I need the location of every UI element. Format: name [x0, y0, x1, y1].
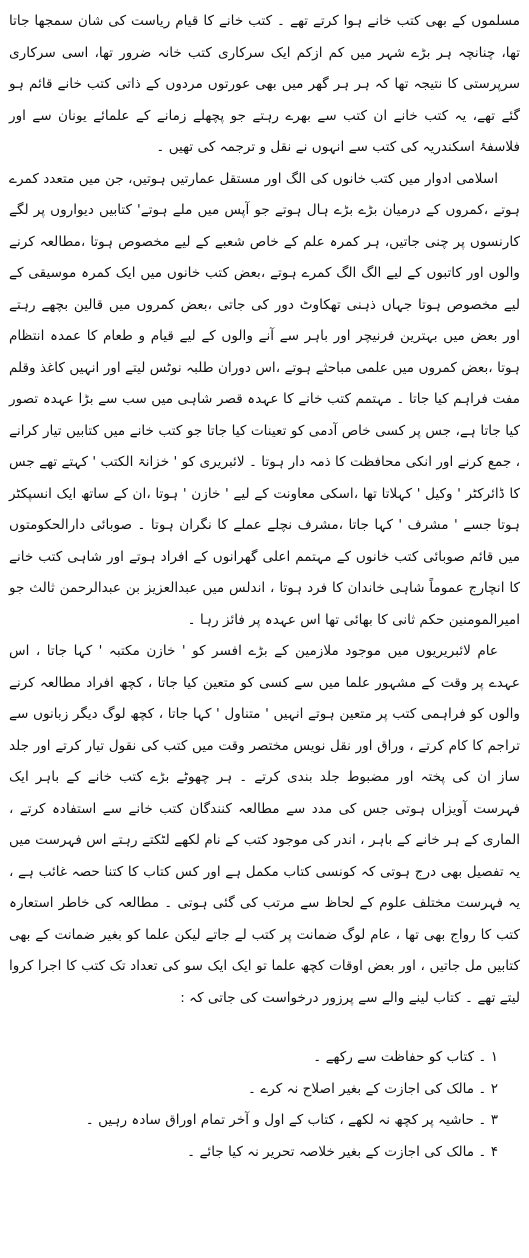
public-libraries-paragraph: عام لائبریریوں میں موجود ملازمین کے بڑے افسر کو ' خازن مکتبہ ' کہا جاتا ، اس عہدے پر وقت کے مشہور علما میں سے کسی کو متعین کیا جاتا ، کچھ افراد مطالعہ کرنے والوں کو فراہمی کتب پر متعین ہوتے انہیں ' متناول ' کہا جاتا ، کچھ لوگ دیگر زبانوں سے تراجم کا کام کرتے ، وراق اور نقل نویس مختصر وقت میں کتب کی نقول تیار کرتے اور جلد ساز ان کی پختہ اور مضبوط جلد بندی کرتے ۔ ہر چھوٹے بڑے کتب خانے کے باہر ایک فہرست آویزاں ہوتی جس کی مدد سے مطالعہ کنندگان کتب خانے سے استفادہ کرتے ، الماری کے ہر خانے کے باہر ، اندر کی موجود کتب کے نام لکھے لٹکتے رہتے اس فہرست میں یہ تفصیل بھی درج ہوتی کہ کونسی کتاب مکمل ہے اور کس کتاب کا کتنا حصہ غائب ہے ، یہ فہرست مختلف علوم کے لحاظ سے مرتب کی گئی ہوتی ۔ مطالعہ کی خاطر استعارہ کتب کا رواج بھی تھا ، عام لوگ ضمانت پر کتب لے جاتے لیکن علما کو بغیر ضمانت کے بھی کتابیں مل جاتیں ، اور بعض اوقات کچھ علما تو ایک ایک سو کی تعداد تک کتب کا اجرا کروا لیتے تھے ۔ کتاب لینے والے سے پرزور درخواست کی جاتی کہ :	[9, 643, 520, 1006]
library-buildings-paragraph: اسلامی ادوار میں کتب خانوں کی الگ اور مستقل عمارتیں ہوتیں، جن میں متعدد کمرے ہوتے ،کمروں کے درمیان بڑے بڑے ہال ہوتے جو آپس میں ملے ہوتے' کتابیں دیواروں پر لگے کارنسوں پر چنی جاتیں، ہر کمرہ علم کے خاص شعبے کے لیے مخصوص ہوتا ،مطالعہ کرنے والوں اور کاتبوں کے لیے الگ الگ کمرے ہوتے ،بعض کتب خانوں میں ایک کمرہ موسیقی کے لیے مخصوص ہوتا جہاں ذہنی تھکاوٹ دور کی جاتی ،بعض کمروں میں قالین بچھے رہتے اور بعض میں بہترین فرنیچر اور باہر سے آنے والوں کے لیے قیام و طعام کا عمدہ انتظام ہوتا ،بعض کمروں میں علمی مباحثے ہوتے ،اس دوران طلبہ نوٹس لیتے اور انہیں کاغذ وقلم مفت فراہم کیا جاتا ۔ مہتمم کتب خانے کا عہدہ قصر شاہی میں سب سے بڑا عہدہ تصور کیا جاتا ہے، جس پر کسی خاص آدمی کو تعینات کیا جاتا جو کتب خانے میں کتابیں تیار کرانے ، جمع کرنے اور انکی محافظت کا ذمہ دار ہوتا ۔ لائبریری کو ' خزانۃ الکتب ' کہتے تھے جس کا ڈائرکٹر ' وکیل ' کہلاتا تھا ،اسکی معاونت کے لیے ' خازن ' ہوتا ،ان کے ساتھ ایک انسپکٹر ہوتا جسے ' مشرف ' کہا جاتا ،مشرف نچلے عملے کا نگران ہوتا ۔ صوبائی دارالحکومتوں میں قائم صوبائی کتب خانوں کے مہتمم اعلی گھرانوں کے افراد ہوتے اور شاہی کتب خانے کا انچارج عموماً شاہی خاندان کا فرد ہوتا ، اندلس میں عبدالعزیز بن عبدالرحمن ثالث جو امیرالمومنین حکم ثانی کا بھائی تھا اس عہدہ پر فائز رہا ۔	[9, 170, 520, 628]
list-spacer	[9, 1014, 520, 1042]
rule-item: ۴ ۔ مالک کی اجازت کے بغیر خلاصہ تحریر نہ کیا جائے ۔	[187, 1143, 498, 1160]
intro-paragraph: مسلموں کے بھی کتب خانے ہوا کرتے تھے ۔ کتب خانے کا قیام ریاست کی شان سمجھا جاتا تھا، چنانچہ ہر بڑے شہر میں کم ازکم ایک سرکاری کتب خانہ ضرور تھا، اسی سرکاری سرپرستی کا نتیجہ تھا کہ ہر ہر گھر میں بھی عورتوں مردوں کے ذاتی کتب خانے قائم ہو گئے تھے، یہ کتب خانے ان کتب سے بھرے رہتے جو پچھلے زمانے کے علمائے یونان سے اور فلاسفۂ اسکندریہ کی کتب سے انہوں نے نقل و ترجمہ کی تھیں ۔	[9, 13, 520, 155]
rule-item: ۱ ۔ کتاب کو حفاظت سے رکھے ۔	[313, 1049, 498, 1065]
rule-item: ۳ ۔ حاشیہ پر کچھ نہ لکھے ، کتاب کے اول و آخر تمام اوراق سادہ رہیں ۔	[85, 1112, 498, 1128]
borrowing-rules-list	[9, 1042, 520, 1168]
rule-item: ۲ ۔ مالک کی اجازت کے بغیر اصلاح نہ کرے ۔	[248, 1080, 498, 1097]
